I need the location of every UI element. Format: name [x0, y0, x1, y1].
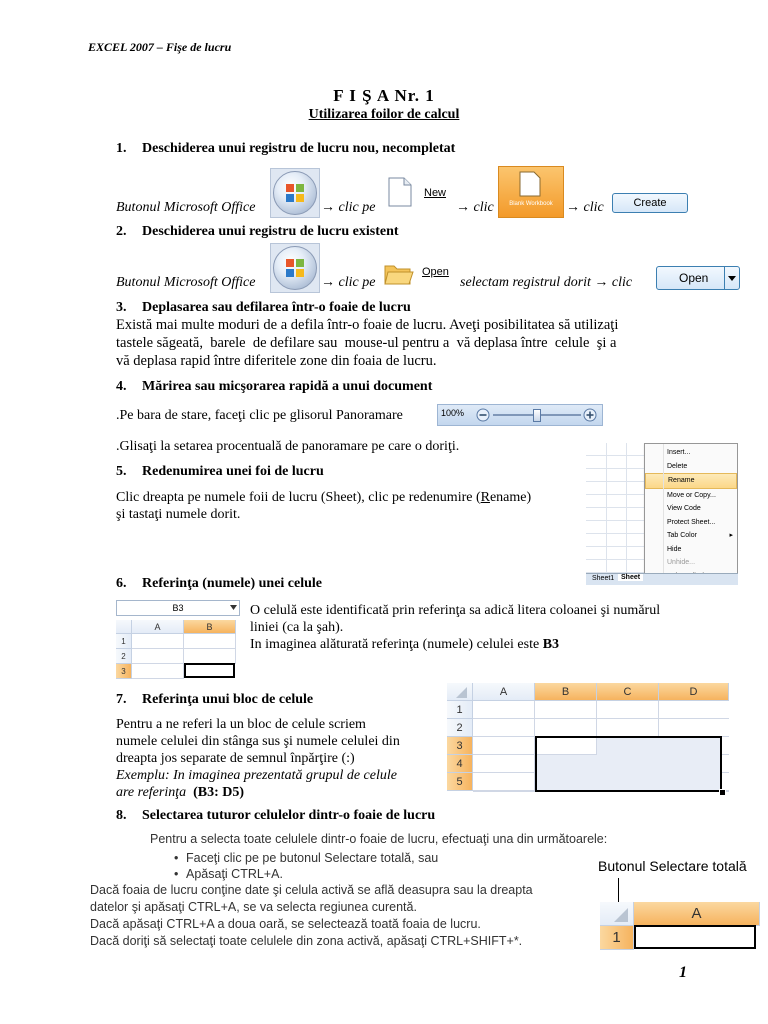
active-cell-a1[interactable] — [634, 925, 756, 949]
office-logo-icon — [285, 258, 305, 278]
column-header-b[interactable]: B — [184, 620, 236, 634]
row-header-3[interactable]: 3 — [116, 664, 132, 679]
page-number: 1 — [679, 964, 687, 981]
s5-line-2: şi tastaţi numele dorit. — [116, 507, 241, 522]
cell[interactable] — [184, 649, 236, 664]
section-heading: Referinţa (numele) unei celule — [142, 576, 323, 591]
section-number: 8. — [116, 808, 127, 823]
column-header-a[interactable]: A — [132, 620, 184, 634]
s3-line-3: vă deplasa rapid între diferitele zone din foaia de lucru. — [116, 353, 437, 369]
cell-reference-screenshot — [116, 600, 240, 680]
s8-line-4: Dacă doriţi să selectaţi toate celulele din zona activă, apăsaţi CTRL+SHIFT+*. — [90, 934, 523, 948]
row-header-1[interactable]: 1 — [447, 701, 473, 719]
s8-bullet-1: • Faceţi clic pe pe butonul Selectare totală, sau — [186, 850, 438, 866]
context-menu-item[interactable]: Unhide... — [667, 559, 696, 566]
s7-line-5 — [116, 784, 244, 801]
s1-text-clic-1: → clic — [456, 200, 494, 215]
menu-gutter — [663, 444, 664, 582]
context-menu-item[interactable]: Move or Copy... — [667, 491, 716, 499]
s3-line-1: Există mai multe moduri de a defila într-o foaie de lucru. Aveţi posibilitatea să utilizaţi — [116, 317, 619, 333]
zoom-bar — [437, 404, 603, 426]
section-heading: Selectarea tuturor celulelor dintr-o foaie de lucru — [142, 808, 436, 823]
cell[interactable] — [132, 664, 184, 679]
row-header-1[interactable]: 1 — [600, 926, 634, 950]
zoom-in-icon[interactable] — [583, 408, 597, 422]
section-5-title — [116, 464, 324, 480]
section-number: 2. — [116, 224, 127, 239]
sheet-tab-1[interactable]: Sheet1 — [592, 575, 615, 582]
active-cell-b3[interactable] — [184, 663, 235, 678]
block-selection-screenshot — [447, 683, 729, 797]
name-box[interactable] — [116, 600, 240, 616]
blank-workbook-tile[interactable] — [498, 166, 564, 218]
callout-label: Butonul Selectare totală — [598, 858, 747, 874]
section-2-title — [116, 224, 399, 240]
new-label: New — [424, 187, 447, 199]
row-header-5[interactable]: 5 — [447, 773, 473, 791]
blank-workbook-icon — [519, 171, 541, 197]
select-all-corner[interactable] — [447, 683, 473, 701]
zoom-out-icon[interactable] — [476, 408, 490, 422]
s2-text-office: Butonul Microsoft Office — [116, 275, 256, 290]
office-button[interactable] — [273, 171, 317, 215]
zoom-percent[interactable]: 100% — [441, 408, 465, 418]
create-button[interactable]: Create — [612, 193, 688, 213]
select-all-button[interactable] — [600, 902, 634, 926]
s1-text-office: Butonul Microsoft Office — [116, 200, 256, 215]
s6-line-2: liniei (ca la şah). — [250, 620, 344, 635]
column-header-a[interactable]: A — [473, 683, 535, 701]
select-all-triangle-icon — [447, 683, 473, 701]
open-button-label: Open — [679, 271, 709, 285]
section-number: 1. — [116, 141, 127, 156]
context-menu-item[interactable]: View Code — [667, 505, 701, 512]
open-label: Open — [422, 266, 449, 278]
zoom-slider-thumb[interactable] — [533, 409, 541, 422]
open-folder-icon — [384, 262, 414, 286]
grid-line — [626, 443, 627, 575]
cell[interactable] — [184, 634, 236, 649]
s2-text-clic-pe: → clic pe — [321, 275, 376, 290]
new-document-icon — [388, 177, 412, 207]
s7-line-4: Exemplu: In imaginea prezentată grupul de celule — [116, 768, 397, 783]
selected-range-b3-d5[interactable] — [535, 736, 722, 792]
section-3-title — [116, 300, 411, 316]
column-header-c[interactable]: C — [597, 683, 659, 701]
s5-line-1-end: ename) — [489, 490, 532, 505]
callout-pointer-line — [618, 878, 619, 904]
sheet-tab-active[interactable]: Sheet — [618, 574, 643, 581]
s5-line-1 — [116, 489, 531, 506]
context-menu-item[interactable]: Delete — [667, 462, 688, 470]
s3-line-2: tastele săgeată, barele de defilare sau mouse-ul pentru a vă deplasa între celule şi a — [116, 335, 617, 351]
row-header-2[interactable]: 2 — [116, 649, 132, 664]
grid-line — [606, 443, 607, 575]
section-number: 3. — [116, 300, 127, 315]
section-8-title — [116, 808, 435, 824]
office-button-frame — [270, 168, 320, 218]
context-menu-list — [645, 444, 737, 583]
blank-workbook-label: Blank Workbook — [509, 201, 553, 207]
section-1-title — [116, 141, 455, 157]
s8-bullet-2: • Apăsaţi CTRL+A. — [186, 866, 438, 882]
row-header-2[interactable]: 2 — [447, 719, 473, 737]
section-6-title — [116, 576, 322, 592]
s7-line-3: dreapta jos separate de semnul înpărţire (:) — [116, 751, 355, 766]
cell[interactable] — [132, 634, 184, 649]
s5-rename-accel: R — [480, 490, 490, 505]
context-menu-item[interactable]: Protect Sheet... — [667, 518, 716, 526]
sheet-grid-background — [586, 443, 646, 575]
section-number: 7. — [116, 692, 127, 707]
doc-header: EXCEL 2007 – Fişe de lucru — [88, 40, 232, 54]
office-button-frame — [270, 243, 320, 293]
column-header-a[interactable]: A — [634, 902, 760, 926]
context-menu-item[interactable]: Insert... — [667, 449, 691, 456]
section-heading: Mărirea sau micşorarea rapidă a unui document — [142, 379, 433, 394]
section-heading: Deplasarea sau defilarea într-o foaie de lucru — [142, 300, 411, 315]
s6-line-3 — [250, 636, 559, 653]
section-heading: Redenumirea unei foi de lucru — [142, 464, 324, 479]
section-heading: Deschiderea unui registru de lucru existent — [142, 224, 399, 239]
sheet-tab-bar — [586, 573, 738, 585]
section-number: 6. — [116, 576, 127, 591]
context-menu-item[interactable]: Rename — [645, 473, 737, 489]
s8-line-1: Dacă foaia de lucru conţine date şi celula activă se află deasupra sau la dreapta — [90, 883, 533, 897]
open-split-button[interactable] — [656, 266, 740, 290]
name-box-value: B3 — [172, 603, 184, 613]
chevron-down-icon — [725, 267, 739, 289]
office-button[interactable] — [273, 246, 317, 290]
s7-line-1: Pentru a ne referi la un bloc de celule scriem — [116, 717, 366, 732]
s7-line-5-text: are referinţa — [116, 785, 187, 800]
section-heading: Deschiderea unui registru de lucru nou, necompletat — [142, 141, 456, 156]
s8-intro: Pentru a selecta toate celulele dintr-o foaie de lucru, efectuaţi una din următoarele: — [150, 832, 608, 846]
open-dropdown-arrow[interactable] — [724, 267, 739, 289]
select-all-callout — [596, 856, 760, 952]
section-number: 4. — [116, 379, 127, 394]
s7-range-ref: (B3: D5) — [193, 785, 245, 800]
cell[interactable] — [132, 649, 184, 664]
section-4-title — [116, 379, 432, 395]
s4-line-2: .Glisaţi la setarea procentuală de panoramare pe care o doriţi. — [116, 439, 460, 454]
column-header-b[interactable]: B — [535, 683, 597, 701]
row-header-4[interactable]: 4 — [447, 755, 473, 773]
row-header-3[interactable]: 3 — [447, 737, 473, 755]
chevron-down-icon — [230, 605, 237, 611]
submenu-arrow-icon: ▸ — [729, 532, 733, 539]
page-title: F I Ş A Nr. 1 — [333, 86, 435, 105]
fill-handle[interactable] — [719, 789, 726, 796]
select-all-triangle-icon — [600, 902, 634, 926]
s2-text-select: selectam registrul dorit → clic — [460, 275, 633, 290]
page-subtitle: Utilizarea foilor de calcul — [308, 107, 460, 122]
context-menu-item[interactable]: Tab Color ▸ — [645, 529, 737, 543]
s8-line-2: datelor şi apăsaţi CTRL+A, se va selecta regiunea curentă. — [90, 900, 417, 914]
row-header-1[interactable]: 1 — [116, 634, 132, 649]
office-logo-icon — [285, 183, 305, 203]
s1-text-clic-2: → clic — [566, 200, 604, 215]
s5-line-1-text: Clic dreapta pe numele foii de lucru (Sheet), clic pe redenumire ( — [116, 490, 481, 505]
context-menu-screenshot — [586, 443, 738, 585]
section-7-title — [116, 692, 313, 708]
s8-bullet-list — [186, 850, 438, 882]
s8-line-3: Dacă apăsaţi CTRL+A a doua oară, se selectează toată foaia de lucru. — [90, 917, 481, 931]
column-header-d[interactable]: D — [659, 683, 729, 701]
section-number: 5. — [116, 464, 127, 479]
new-command[interactable] — [386, 176, 452, 216]
open-command[interactable] — [384, 262, 454, 288]
s7-line-2: numele celulei din stânga sus şi numele celulei din — [116, 734, 400, 749]
s6-line-1: O celulă este identificată prin referinţa sa adică litera coloanei şi numărul — [250, 603, 661, 618]
s1-text-clic-pe: → clic pe — [321, 200, 376, 215]
select-all-corner[interactable] — [116, 620, 132, 634]
s6-cell-ref: B3 — [542, 637, 560, 652]
s4-line-1: .Pe bara de stare, faceţi clic pe glisorul Panoramare — [116, 408, 403, 423]
context-menu — [644, 443, 738, 583]
section-heading: Referinţa unui bloc de celule — [142, 692, 314, 707]
context-menu-item[interactable]: Hide — [667, 545, 682, 553]
s6-line-3-text: In imaginea alăturată referinţa (numele) celulei este — [250, 637, 543, 652]
